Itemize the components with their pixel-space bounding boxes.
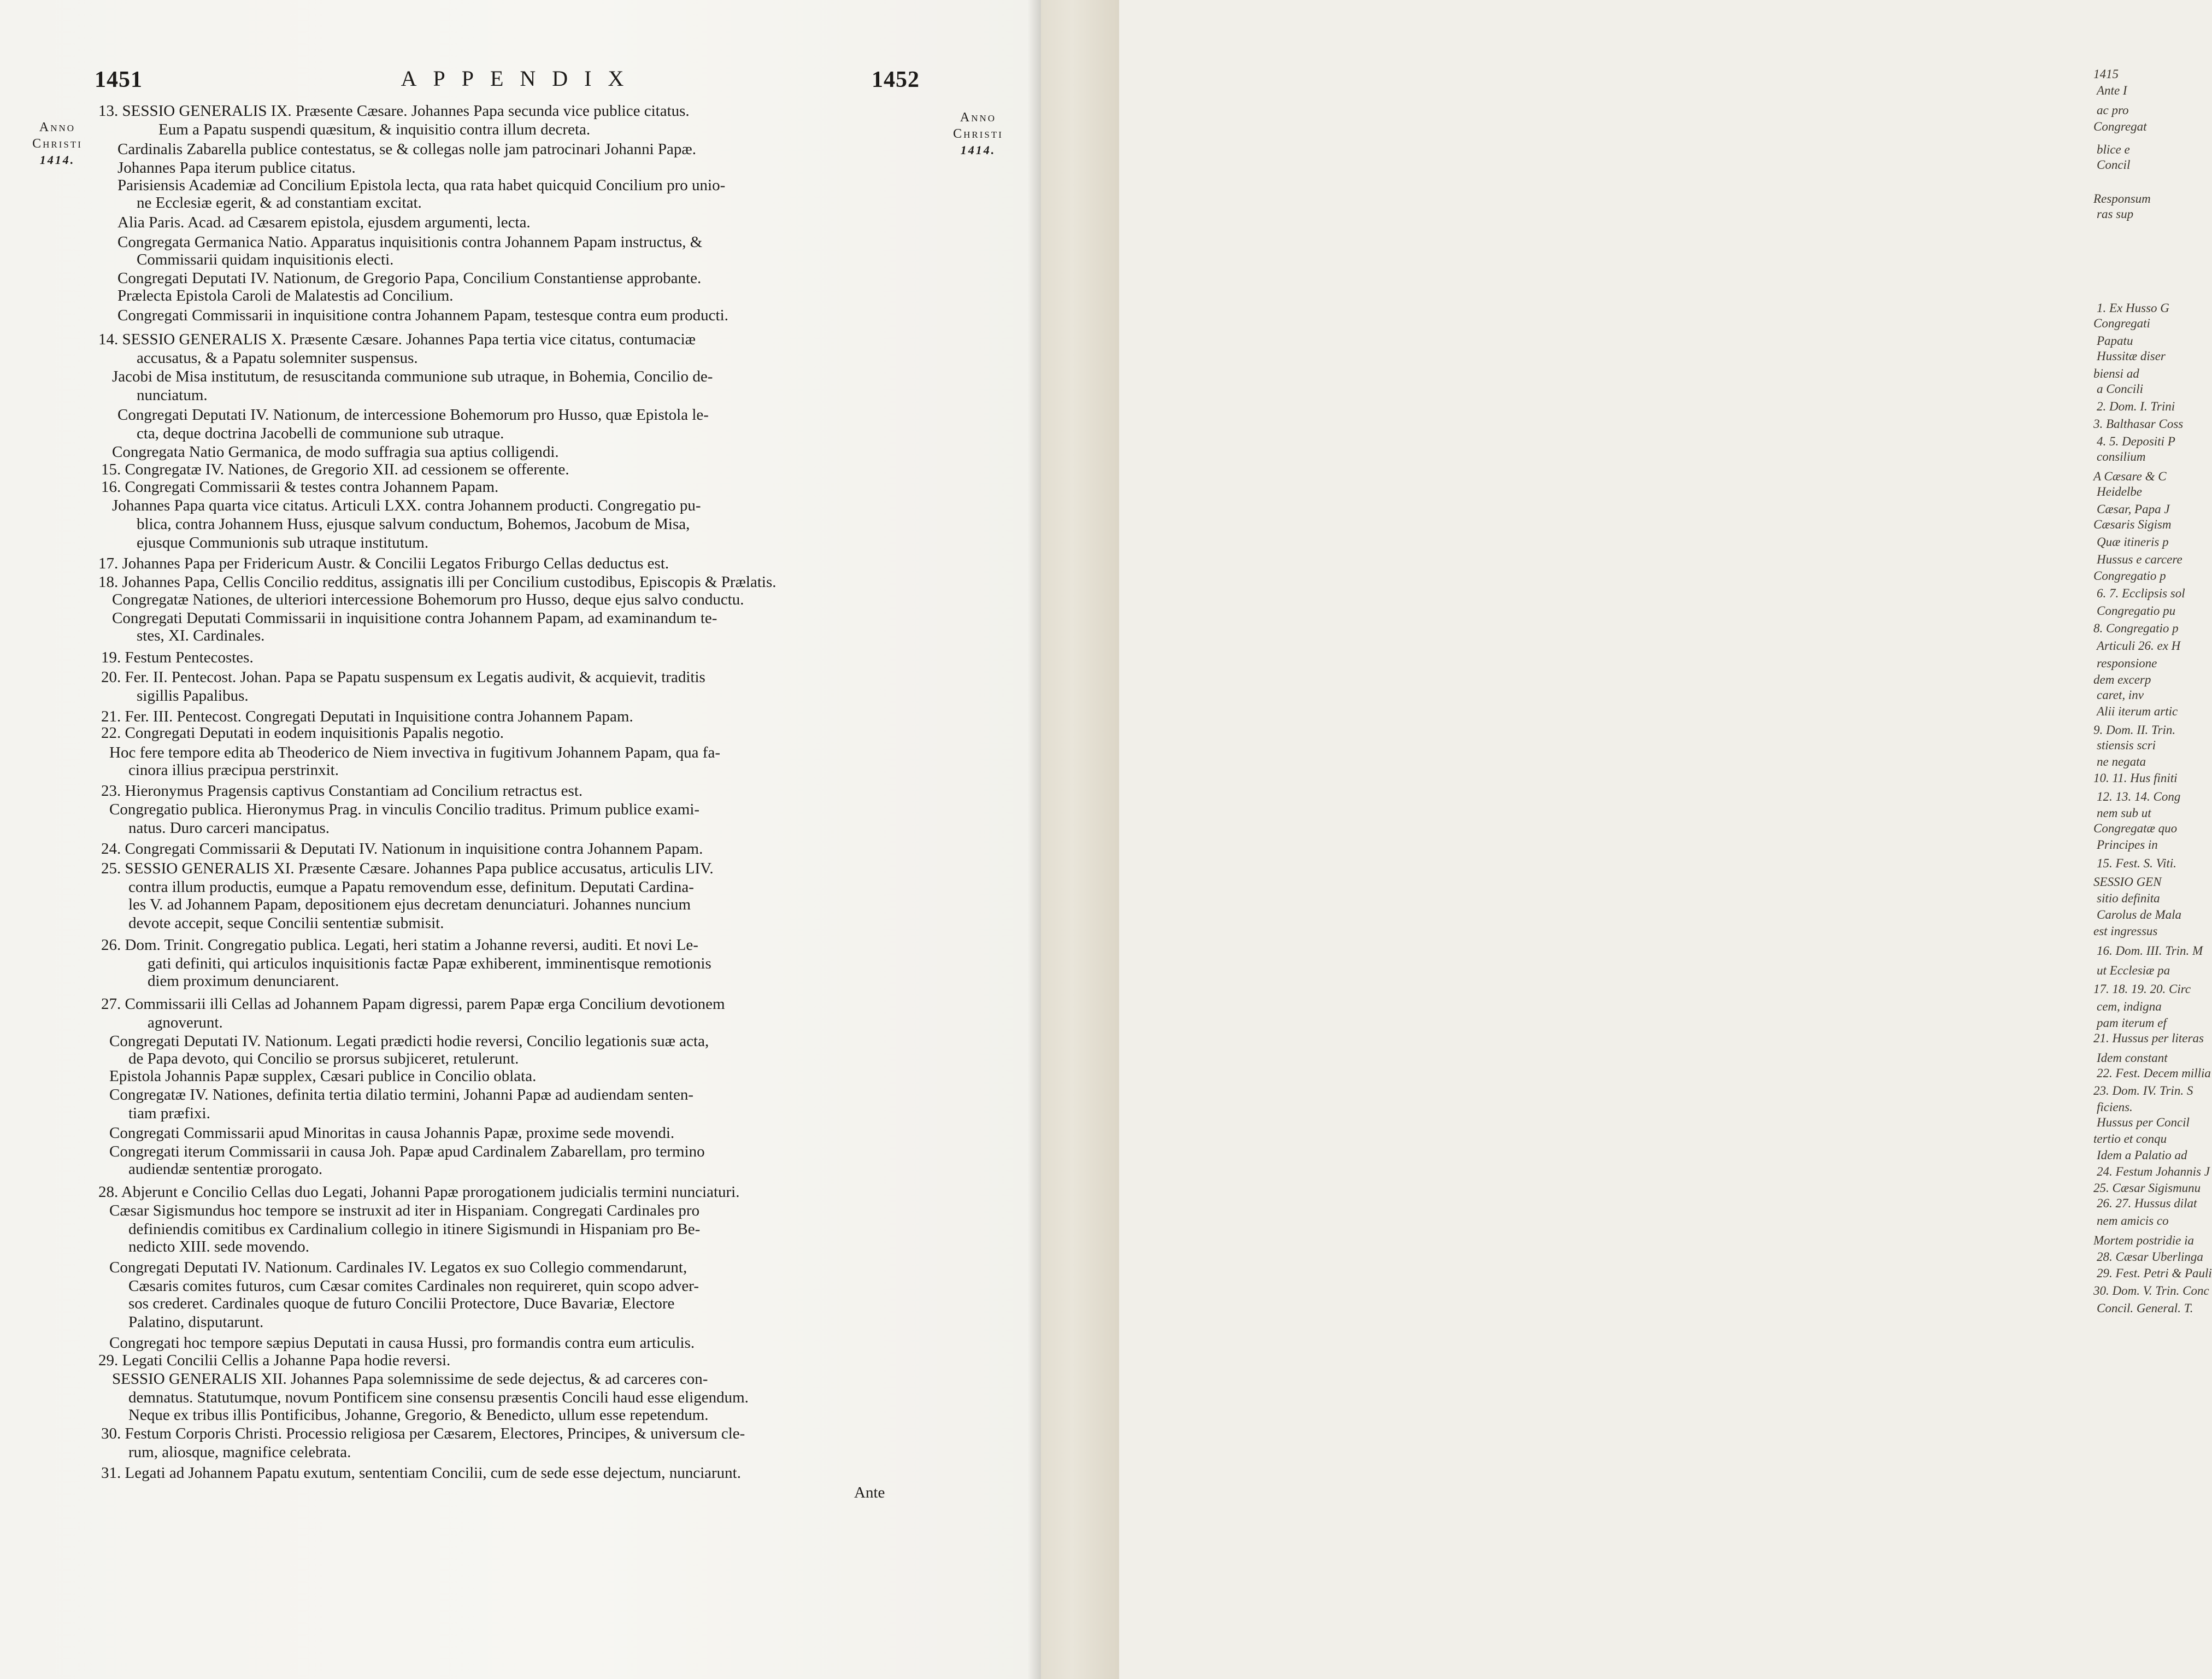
next-page-fragment: Concil. General. T. [2097,1301,2193,1315]
next-page-edge [1041,0,2212,1679]
page-number-left: 1451 [95,67,143,92]
text-line: natus. Duro carceri mancipatus. [128,819,330,837]
text-line: nunciatum. [137,386,208,404]
text-line: Congregati iterum Commissarii in causa Joh. Papæ apud Cardinalem Zabarellam, pro termino [109,1143,705,1160]
text-line: SESSIO GENERALIS XII. Johannes Papa solemnissime de sede dejectus, & ad carceres con- [112,1370,708,1388]
next-page-fragment: Congregat [2093,120,2147,133]
text-line: Congregati Deputati IV. Nationum. Legati prædicti hodie reversi, Concilio legationis suæ acta, [109,1032,709,1050]
margin-note-right-label-1: Anno [960,110,997,125]
next-page-fragment: 4. 5. Depositi P [2097,435,2175,448]
text-line: diem proximum denunciarent. [148,972,339,990]
text-line: 30. Festum Corporis Christi. Processio religiosa per Cæsarem, Electores, Principes, & universum cle- [101,1425,745,1442]
text-line: 21. Fer. III. Pentecost. Congregati Deputati in Inquisitione contra Johannem Papam. [101,708,633,725]
text-line: agnoverunt. [148,1014,223,1031]
next-page-fragment: est ingressus [2093,924,2158,938]
text-line: Ante [854,1484,885,1501]
text-line: tiam præfixi. [128,1105,210,1122]
text-line: Congregata Natio Germanica, de modo suffragia sua aptius colligendi. [112,443,559,461]
text-line: 13. SESSIO GENERALIS IX. Præsente Cæsare. Johannes Papa secunda vice publice citatus. [98,102,690,120]
text-line: Commissarii quidam inquisitionis electi. [137,251,394,268]
margin-note-left-label-1: Anno [39,120,76,134]
next-page-fragment: 26. 27. Hussus dilat [2097,1196,2197,1210]
next-page-fragment: 12. 13. 14. Cong [2097,790,2181,803]
next-page-fragment: tertio et conqu [2093,1132,2167,1146]
next-page-fragment: sitio definita [2097,891,2160,905]
text-line: Epistola Johannis Papæ supplex, Cæsari publice in Concilio oblata. [109,1067,537,1085]
text-line: blica, contra Johannem Huss, ejusque salvum conductum, Bohemos, Jacobum de Misa, [137,515,690,533]
text-line: 24. Congregati Commissarii & Deputati IV. Nationum in inquisitione contra Johannem Papam. [101,840,703,858]
text-line: Eum a Papatu suspendi quæsitum, & inquisitio contra illum decreta. [158,121,591,138]
text-line: Parisiensis Academiæ ad Concilium Epistola lecta, qua rata habet quicquid Concilium pro unio- [117,177,726,194]
next-page-fragment: ut Ecclesiæ pa [2097,964,2170,977]
next-page-fragment: ac pro [2097,103,2129,117]
text-line: cinora illius præcipua perstrinxit. [128,761,339,779]
text-line: Cæsar Sigismundus hoc tempore se instruxit ad iter in Hispaniam. Congregati Cardinales pro [109,1202,700,1219]
next-page-fragment: 23. Dom. IV. Trin. S [2093,1084,2193,1097]
next-page-fragment: 16. Dom. III. Trin. M [2097,944,2203,958]
next-page-fragment: cem, indigna [2097,1000,2162,1013]
next-page-fragment: 28. Cæsar Uberlinga [2097,1250,2203,1264]
text-line: ne Ecclesiæ egerit, & ad constantiam excitat. [137,194,422,212]
text-line: stes, XI. Cardinales. [137,627,265,644]
next-page-fragment: Ante I [2097,84,2127,97]
text-line: Palatino, disputarunt. [128,1313,264,1331]
text-line: Congregati Deputati IV. Nationum, de intercessione Bohemorum pro Husso, quæ Epistola le- [117,406,709,424]
next-page-fragment: biensi ad [2093,367,2139,380]
text-line: 31. Legati ad Johannem Papatu exutum, sententiam Concilii, cum de sede esse dejectum, nunciarunt. [101,1464,741,1482]
text-line: nedicto XIII. sede movendo. [128,1238,309,1255]
text-line: contra illum productis, eumque a Papatu removendum esse, definitum. Deputati Cardina- [128,878,694,896]
margin-note-right [934,109,1022,158]
next-page-fragment: caret, inv [2097,688,2144,702]
next-page-fragment: 1. Ex Husso G [2097,301,2169,315]
next-page-fragment: 2. Dom. I. Trini [2097,400,2175,413]
next-page-fragment: SESSIO GEN [2093,875,2162,889]
next-page-fragment: Articuli 26. ex H [2097,639,2181,653]
next-page-fragment: dem excerp [2093,673,2151,686]
text-line: Alia Paris. Acad. ad Cæsarem epistola, ejusdem argumenti, lecta. [117,214,531,231]
next-page-fragment: 17. 18. 19. 20. Circ [2093,982,2191,996]
next-page-fragment: 6. 7. Ecclipsis sol [2097,586,2185,600]
next-page-fragment: 10. 11. Hus finiti [2093,771,2178,785]
next-page-fragment: consilium [2097,450,2146,463]
next-page-fragment: Idem constant [2097,1051,2168,1065]
next-page-fragment: Responsum [2093,192,2151,206]
text-line: Congregati Commissarii in inquisitione contra Johannem Papam, testesque contra eum producti. [117,307,728,324]
next-page-fragment: blice e [2097,143,2130,156]
text-line: rum, aliosque, magnifice celebrata. [128,1443,351,1461]
next-page-fragment: ras sup [2097,207,2134,221]
text-line: 27. Commissarii illi Cellas ad Johannem Papam digressi, parem Papæ erga Concilium devotionem [101,995,725,1013]
next-page-fragment: nem amicis co [2097,1214,2169,1228]
next-page-fragment: 22. Fest. Decem millia [2097,1066,2211,1080]
next-page-fragment: A Cæsare & C [2093,469,2167,483]
text-line: 28. Abjerunt e Concilio Cellas duo Legati, Johanni Papæ prorogationem judicialis termini nunciaturi. [98,1183,740,1201]
next-page-fragment: Carolus de Mala [2097,908,2182,921]
text-line: de Papa devoto, qui Concilio se prorsus subjiceret, retulerunt. [128,1050,519,1067]
text-line: 17. Johannes Papa per Fridericum Austr. & Concilii Legatos Friburgo Cellas deductus est. [98,555,669,572]
next-page-fragment: Heidelbe [2097,485,2143,498]
next-page-fragment: 21. Hussus per literas [2093,1031,2204,1045]
next-page-fragment: 15. Fest. S. Viti. [2097,856,2176,870]
text-line: sos crederet. Cardinales quoque de futuro Concilii Protectore, Duce Bavariæ, Electore [128,1295,675,1312]
next-page-fragment: ne negata [2097,755,2146,768]
margin-note-left [16,119,98,168]
text-line: 22. Congregati Deputati in eodem inquisitionis Papalis negotio. [101,724,504,742]
next-page-fragment: responsione [2097,656,2157,670]
next-page-fragment: nem sub ut [2097,806,2151,820]
next-page-fragment: a Concili [2097,382,2143,396]
next-page-fragment: Congregatio p [2093,569,2166,583]
margin-note-right-label-2: Christi [953,127,1003,141]
next-page-fragment: 3. Balthasar Coss [2093,417,2184,431]
text-line: Congregatæ IV. Nationes, definita tertia dilatio termini, Johanni Papæ ad audiendam senten- [109,1086,693,1103]
text-line: accusatus, & a Papatu solemniter suspensus. [137,349,418,367]
text-line: Congregatæ Nationes, de ulteriori intercessione Bohemorum pro Husso, deque ejus salvo conductu. [112,591,744,608]
text-line: Congregati Deputati Commissarii in inquisitione contra Johannem Papam, ad examinandum te- [112,609,717,627]
next-page-fragment: Mortem postridie ia [2093,1234,2194,1247]
text-line: Congregati Deputati IV. Nationum. Cardinales IV. Legatos ex suo Collegio commendarunt, [109,1259,687,1276]
text-line: devote accepit, seque Concilii sententiæ submisit. [128,914,444,932]
text-line: audiendæ sententiæ prorogato. [128,1160,323,1178]
text-line: Hoc fere tempore edita ab Theoderico de Niem invectiva in fugitivum Johannem Papam, qua fa- [109,744,720,761]
next-page-fragment: ficiens. [2097,1100,2133,1114]
text-line: 15. Congregatæ IV. Nationes, de Gregorio XII. ad cessionem se offerente. [101,461,569,478]
text-line: Johannes Papa quarta vice citatus. Articuli LXX. contra Johannem producti. Congregatio pu- [112,497,701,514]
text-line: ejusque Communionis sub utraque institutum. [137,534,429,551]
page-number-right: 1452 [872,67,920,92]
text-line: Congregati Deputati IV. Nationum, de Gregorio Papa, Concilium Constantiense approbante. [117,269,702,287]
next-page-fragment: Papatu [2097,334,2133,348]
margin-note-left-label-2: Christi [32,137,83,151]
next-page-fragment: 1415 [2093,67,2119,81]
text-line: 25. SESSIO GENERALIS XI. Præsente Cæsare. Johannes Papa publice accusatus, articulis LIV. [101,860,714,877]
text-line: gati definiti, qui articulos inquisitionis factæ Papæ exhiberent, imminentisque remotionis [148,955,711,972]
next-page-fragment: Concil [2097,158,2131,172]
text-line: Neque ex tribus illis Pontificibus, Johanne, Gregorio, & Benedicto, ullum esse repetendum. [128,1406,709,1424]
page-title: APPENDIX [401,66,640,91]
next-page-fragment: Alii iterum artic [2097,705,2178,718]
next-page-fragment: pam iterum ef [2097,1016,2167,1030]
next-page-fragment: Hussus per Concil [2097,1116,2190,1129]
text-line: Johannes Papa iterum publice citatus. [117,159,356,177]
next-page-fragment: 9. Dom. II. Trin. [2093,723,2176,737]
next-page-fragment: Congregatio pu [2097,604,2176,618]
text-line: 23. Hieronymus Pragensis captivus Constantiam ad Concilium retractus est. [101,782,583,800]
margin-note-right-year: 1414. [960,143,996,157]
next-page-fragment: 29. Fest. Petri & Pauli [2097,1266,2212,1280]
text-line: Prælecta Epistola Caroli de Malatestis ad Concilium. [117,287,454,304]
text-line: 26. Dom. Trinit. Congregatio publica. Legati, heri statim a Johanne reversi, auditi. Et novi Le- [101,936,698,954]
next-page-fragment: Cæsaris Sigism [2093,518,2172,531]
next-page-fragment: Congregatæ quo [2093,821,2178,835]
next-page-fragment: Principes in [2097,838,2158,852]
text-line: Congregata Germanica Natio. Apparatus inquisitionis contra Johannem Papam instructus, & [117,233,703,251]
next-page-fragment: Hussitæ diser [2097,349,2166,363]
next-page-fragment: 24. Festum Johannis J [2097,1165,2210,1178]
text-line: Jacobi de Misa institutum, de resuscitanda communione sub utraque, in Bohemia, Concilio de- [112,368,713,385]
text-line: cta, deque doctrina Jacobelli de communione sub utraque. [137,425,504,442]
next-page-fragment: 30. Dom. V. Trin. Conc [2093,1284,2209,1298]
next-page-fragment: 25. Cæsar Sigismunu [2093,1181,2201,1195]
text-line: les V. ad Johannem Papam, depositionem ejus decretam denunciaturi. Johannes nuncium [128,896,691,913]
next-page-fragment: Cæsar, Papa J [2097,502,2170,516]
text-line: 19. Festum Pentecostes. [101,649,254,666]
text-line: sigillis Papalibus. [137,687,249,705]
next-page-fragment: Congregati [2093,316,2150,330]
left-page [0,0,1041,1679]
text-line: Cardinalis Zabarella publice contestatus, se & collegas nolle jam patrocinari Johanni Papæ. [117,140,696,158]
text-line: 18. Johannes Papa, Cellis Concilio redditus, assignatis illi per Concilium custodibus, Episcopis & Prælatis. [98,573,776,591]
text-line: Congregatio publica. Hieronymus Prag. in vinculis Concilio traditus. Primum publice exami- [109,801,700,818]
text-line: 16. Congregati Commissarii & testes contra Johannem Papam. [101,478,499,496]
text-line: 29. Legati Concilii Cellis a Johanne Papa hodie reversi. [98,1352,451,1369]
next-page-fragment: Hussus e carcere [2097,553,2182,566]
text-line: Congregati Commissarii apud Minoritas in causa Johannis Papæ, proxime sede movendi. [109,1124,675,1142]
text-line: Congregati hoc tempore sæpius Deputati in causa Hussi, pro formandis contra eum articulis. [109,1334,695,1352]
margin-note-left-year: 1414. [39,153,75,167]
next-page-fragment: Quæ itineris p [2097,535,2169,549]
text-line: 14. SESSIO GENERALIS X. Præsente Cæsare. Johannes Papa tertia vice citatus, contumaciæ [98,331,696,348]
text-line: definiendis comitibus ex Cardinalium collegio in itinere Sigismundi in Hispaniam pro Be- [128,1220,701,1238]
next-page-fragment: stiensis scri [2097,738,2156,752]
next-page-fragment: Idem a Palatio ad [2097,1148,2187,1162]
text-line: 20. Fer. II. Pentecost. Johan. Papa se Papatu suspensum ex Legatis audivit, & acquievit, traditis [101,668,705,686]
text-line: demnatus. Statutumque, novum Pontificem sine consensu præsentis Concili haud esse eligendum. [128,1389,749,1406]
text-line: Cæsaris comites futuros, cum Cæsar comites Cardinales non requireret, quin scopo adver- [128,1277,699,1295]
next-page-fragment: 8. Congregatio p [2093,621,2179,635]
